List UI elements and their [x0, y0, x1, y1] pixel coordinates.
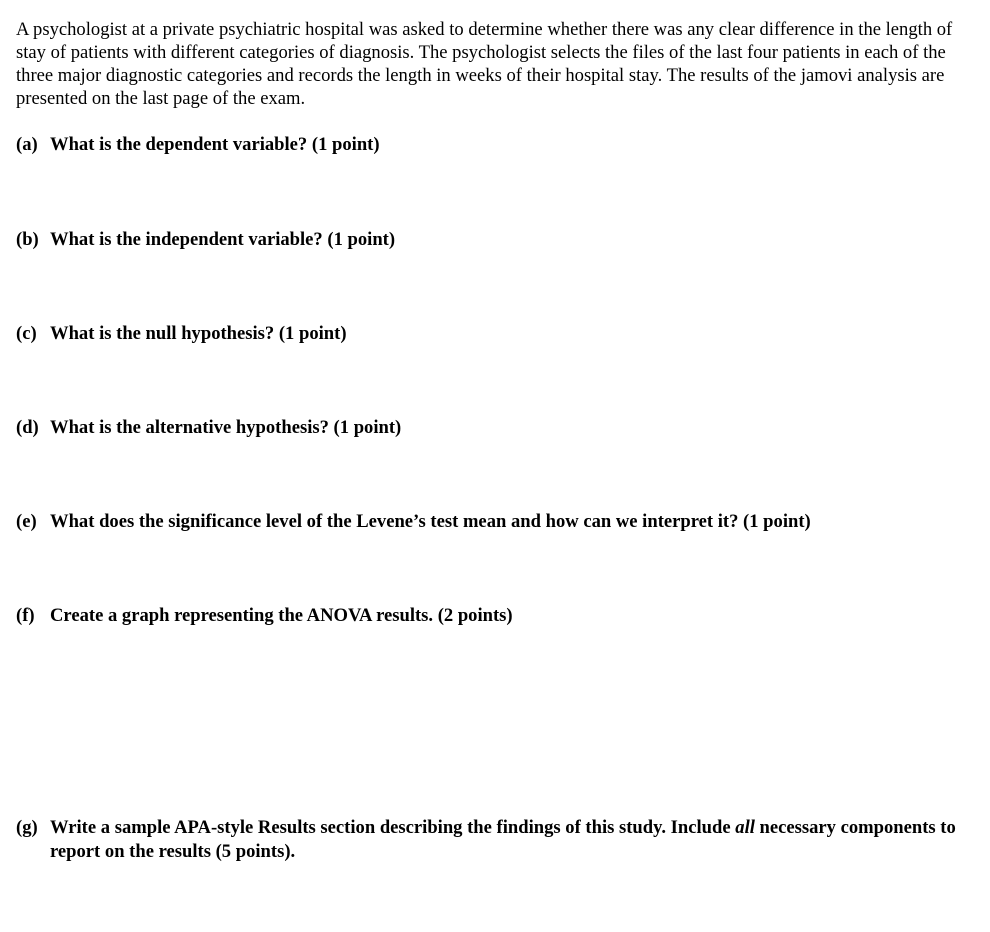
- question-a-label: (a): [16, 134, 38, 155]
- question-f: [16, 604, 976, 628]
- question-e-label: (e): [16, 511, 37, 532]
- question-b: [16, 228, 976, 252]
- intro-paragraph: A psychologist at a private psychiatric hospital was asked to determine whether there was any clear difference in the length of stay of patients with different categories of diagnosis. The psychologist selects the files of the last four patients in each of the three major diagnostic categories and records the length in weeks of their hospital stay. The results of the jamovi analysis are presented on the last page of the exam.: [16, 19, 953, 109]
- question-d: [16, 416, 976, 440]
- question-f-text: Create a graph representing the ANOVA results. (2 points): [50, 605, 513, 626]
- question-a-text: What is the dependent variable? (1 point): [50, 134, 380, 155]
- question-g-text: [50, 816, 976, 863]
- question-g-text-before: Write a sample APA-style Results section describing the findings of this study. Include: [50, 817, 736, 838]
- question-g-label: (g): [16, 817, 38, 838]
- question-e-text: What does the significance level of the Levene’s test mean and how can we interpret it? (1 point): [50, 511, 811, 532]
- question-g-text-after: necessary components to report on the results (5 points).: [50, 817, 956, 862]
- question-c: [16, 322, 976, 346]
- question-b-text: What is the independent variable? (1 point): [50, 229, 396, 250]
- question-d-label: (d): [16, 417, 39, 438]
- question-e: [16, 510, 976, 534]
- question-c-text: What is the null hypothesis? (1 point): [50, 323, 347, 344]
- question-d-text: What is the alternative hypothesis? (1 point): [50, 417, 402, 438]
- question-c-label: (c): [16, 323, 37, 344]
- question-f-label: (f): [16, 605, 35, 626]
- question-g: [16, 816, 976, 863]
- question-g-text-emphasis: all: [735, 817, 755, 838]
- question-a: [16, 133, 976, 157]
- question-b-label: (b): [16, 229, 39, 250]
